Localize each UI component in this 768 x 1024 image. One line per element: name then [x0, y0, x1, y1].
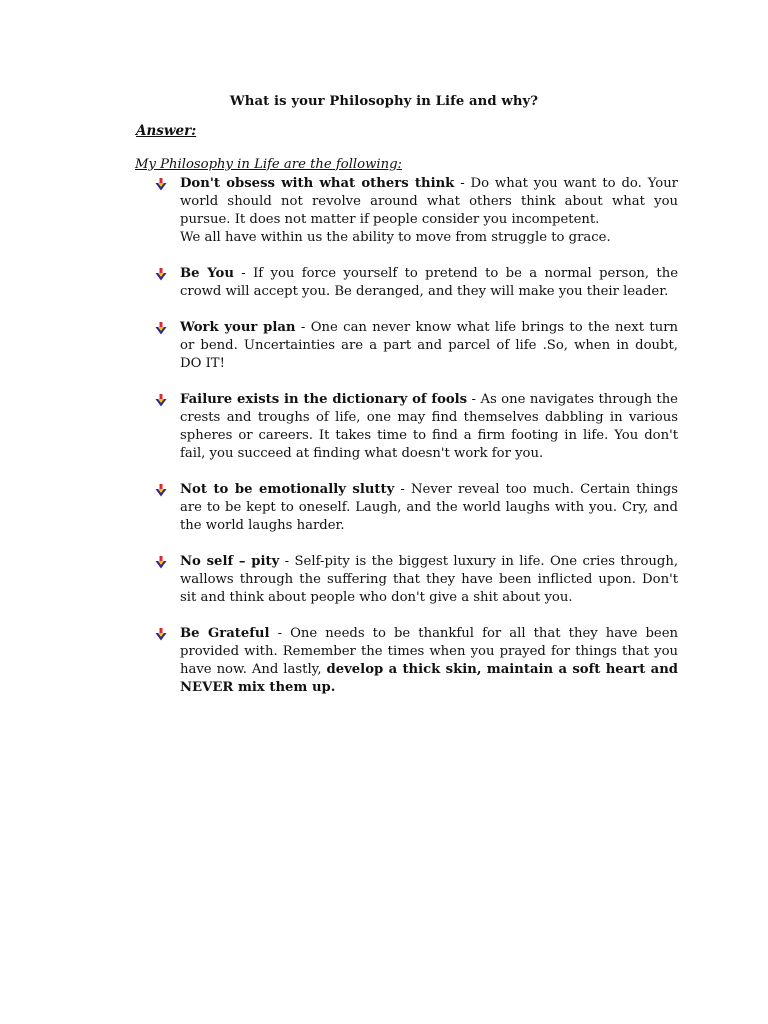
arrow-down-bullet-icon	[155, 394, 168, 407]
philosophy-list	[155, 175, 678, 715]
list-item	[155, 175, 678, 247]
item-term: Not to be emotionally slutty	[180, 482, 395, 497]
arrow-down-bullet-icon	[155, 628, 168, 641]
item-extra: We all have within us the ability to move from struggle to grace.	[180, 230, 611, 245]
list-item	[155, 391, 678, 463]
list-item	[155, 625, 678, 697]
item-term: Be You	[180, 266, 234, 281]
list-item	[155, 319, 678, 373]
answer-label: Answer:	[136, 123, 197, 139]
list-item	[155, 481, 678, 535]
arrow-down-bullet-icon	[155, 484, 168, 497]
list-item	[155, 553, 678, 607]
item-text: - Self-pity is the biggest luxury in life. One cries through, wallows through the suffering that they have been inflicted upon. Don't sit and think about people who don't give a shit about you.	[180, 554, 679, 605]
item-text: - As one navigates through the crests and troughs of life, one may find themselves dabbling in various spheres or careers. It takes time to find a firm footing in life. You don't fail, you succeed at finding what doesn't work for you.	[180, 392, 678, 461]
arrow-down-bullet-icon	[155, 268, 168, 281]
item-term: Don't obsess with what others think	[180, 176, 455, 191]
item-bold-tail: develop a thick skin, maintain a soft heart and NEVER mix them up.	[180, 662, 678, 695]
item-text: - One needs to be thankful for all that they have been provided with. Remember the times when you prayed for things that you have now. And lastly,	[180, 626, 678, 677]
item-text: - One can never know what life brings to the next turn or bend. Uncertainties are a part and parcel of life .So, when in doubt, DO IT!	[180, 320, 678, 371]
item-text: - If you force yourself to pretend to be a normal person, the crowd will accept you. Be deranged, and they will make you their leader.	[180, 266, 679, 299]
list-item	[155, 265, 678, 301]
item-term: Work your plan	[180, 320, 296, 335]
arrow-down-bullet-icon	[155, 178, 168, 191]
item-text: - Never reveal too much. Certain things are to be kept to oneself. Laugh, and the world laughs with you. Cry, and the world laughs harder.	[180, 482, 678, 533]
arrow-down-bullet-icon	[155, 556, 168, 569]
item-text: - Do what you want to do. Your world should not revolve around what others think about what you pursue. It does not matter if people consider you incompetent.	[180, 176, 678, 227]
page-title: What is your Philosophy in Life and why?	[229, 94, 539, 109]
item-term: Be Grateful	[180, 626, 270, 641]
item-term: Failure exists in the dictionary of fools	[180, 392, 468, 407]
arrow-down-bullet-icon	[155, 322, 168, 335]
intro-line: My Philosophy in Life are the following:	[135, 157, 402, 172]
item-term: No self – pity	[180, 554, 280, 569]
